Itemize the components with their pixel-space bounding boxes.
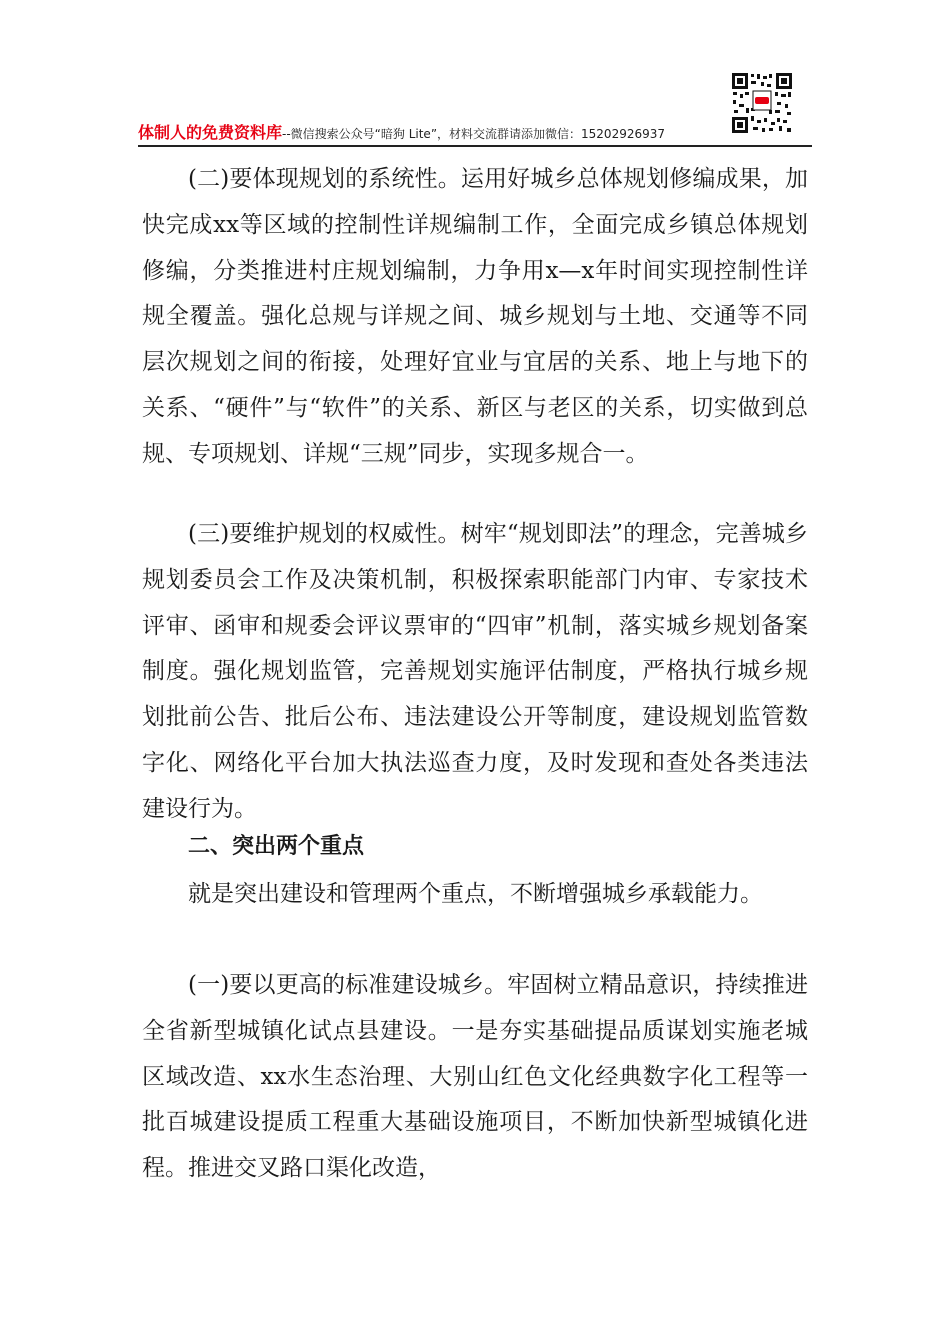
qr-code-icon [731, 72, 793, 134]
header-note: --微信搜索公众号“暗狗 Lite”，材料交流群请添加微信：15202926937 [282, 127, 666, 141]
section-heading: 二、突出两个重点 [188, 834, 365, 859]
paragraph-section-intro: 就是突出建设和管理两个重点，不断增强城乡承载能力。 [188, 881, 763, 907]
header-divider [138, 145, 812, 147]
header-brand: 体制人的免费资料库 [138, 123, 283, 142]
paragraph-planning-authority: (三)要维护规划的权威性。树牢“规划即法”的理念，完善城乡规划委员会工作及决策机制，积极探索职能部门内审、专家技术评审、函审和规委会评议票审的“四审”机制，落实城乡规划备案制度。强化规划监管，完善规划实施评估制度，严格执行城乡规划批前公告、批后公布、违法建设公开等制度，建设规划监管数字化、网络化平台加大执法巡查力度，及时发现和查处各类违法建设行为。 [142, 521, 808, 822]
page-header [138, 120, 810, 144]
paragraph-higher-standard: (一)要以更高的标准建设城乡。牢固树立精品意识，持续推进全省新型城镇化试点县建设。一是夯实基础提品质谋划实施老城区域改造、xx水生态治理、大别山红色文化经典数字化工程等一批百城建设提质工程重大基础设施项目，不断加快新型城镇化进程。推进交叉路口渠化改造， [142, 972, 808, 1182]
paragraph-planning-systematic: (二)要体现规划的系统性。运用好城乡总体规划修编成果，加快完成xx等区域的控制性详规编制工作，全面完成乡镇总体规划修编，分类推进村庄规划编制，力争用x—x年时间实现控制性详规全覆盖。强化总规与详规之间、城乡规划与土地、交通等不同层次规划之间的衔接，处理好宜业与宜居的关系、地上与地下的关系、“硬件”与“软件”的关系、新区与老区的关系，切实做到总规、专项规划、详规“三规”同步，实现多规合一。 [142, 166, 808, 467]
